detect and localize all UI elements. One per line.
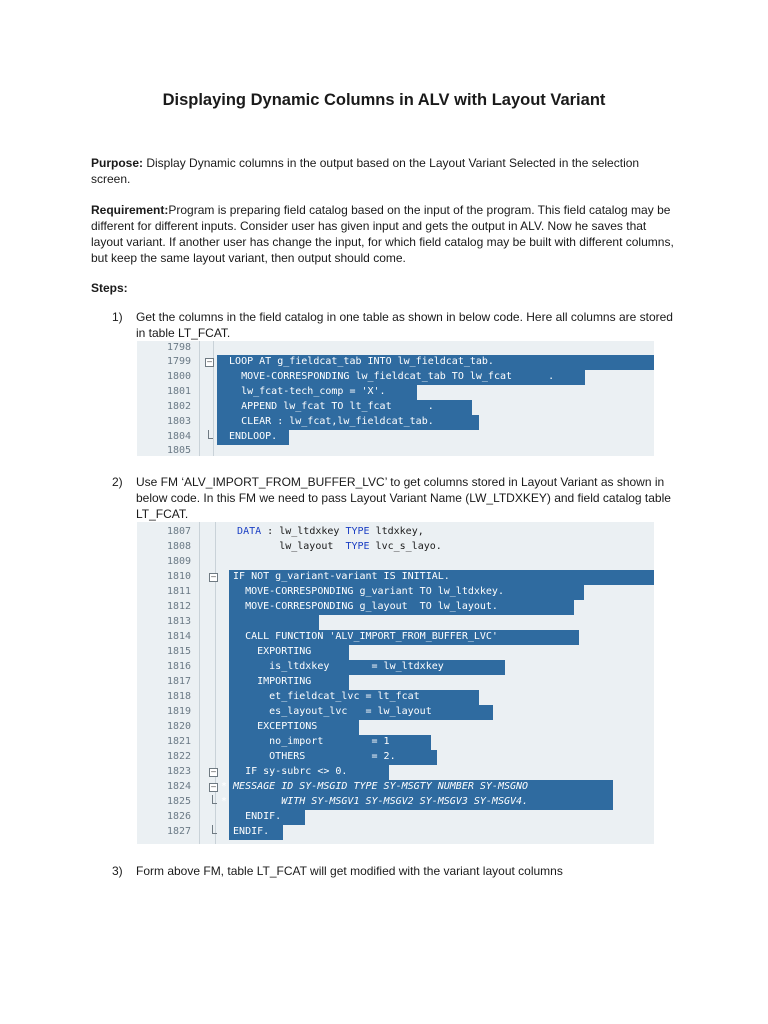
code-line xyxy=(137,570,654,585)
code-line xyxy=(137,430,654,445)
line-number: 1801 xyxy=(167,386,192,397)
line-number: 1814 xyxy=(167,631,192,642)
code-text: EXCEPTIONS xyxy=(221,721,318,732)
code-line xyxy=(137,750,654,765)
requirement-paragraph xyxy=(91,202,681,266)
code-text: DATA : lw_ltdxkey TYPE ltdxkey, xyxy=(219,526,424,537)
code-line xyxy=(137,540,654,555)
code-line xyxy=(137,385,654,400)
code-line xyxy=(137,765,654,780)
line-number: 1810 xyxy=(167,571,192,582)
code-text: MOVE-CORRESPONDING g_variant TO lw_ltdxkey. xyxy=(221,586,504,597)
fold-end-marker xyxy=(208,430,213,439)
step-number: 2) xyxy=(112,475,123,489)
code-line xyxy=(137,555,654,570)
code-block-1 xyxy=(137,341,654,456)
line-number: 1813 xyxy=(167,616,192,627)
requirement-label: Requirement: xyxy=(91,203,169,217)
line-number: 1808 xyxy=(167,541,192,552)
code-text: LOOP AT g_fieldcat_tab INTO lw_fieldcat_tab. xyxy=(217,356,494,367)
code-text: lw_fcat-tech_comp = 'X'. xyxy=(217,386,386,397)
line-number: 1799 xyxy=(167,356,192,367)
fold-end-marker xyxy=(212,825,217,834)
code-text: CALL FUNCTION 'ALV_IMPORT_FROM_BUFFER_LVC' xyxy=(221,631,498,642)
line-number: 1811 xyxy=(167,586,192,597)
code-line xyxy=(137,660,654,675)
code-line xyxy=(137,630,654,645)
line-number: 1803 xyxy=(167,416,192,427)
code-line xyxy=(137,735,654,750)
line-number: 1819 xyxy=(167,706,192,717)
code-line xyxy=(137,400,654,415)
code-line xyxy=(137,415,654,430)
line-number: 1824 xyxy=(167,781,192,792)
step-text: Use FM ‘ALV_IMPORT_FROM_BUFFER_LVC’ to get columns stored in Layout Variant as shown in below code. In this FM we need to pass Layout Variant Name (LW_LTDXKEY) and field catalog table LT_FCAT. xyxy=(136,475,671,521)
line-number: 1805 xyxy=(167,445,192,456)
code-text: ENDLOOP. xyxy=(217,431,278,442)
code-line xyxy=(137,795,654,810)
code-line xyxy=(137,825,654,840)
code-text: lw_layout TYPE lvc_s_layo. xyxy=(219,541,442,552)
code-block-2 xyxy=(137,522,654,844)
fold-toggle-icon[interactable] xyxy=(209,573,218,582)
line-number: 1818 xyxy=(167,691,192,702)
step-text: Get the columns in the field catalog in one table as shown in below code. Here all columns are stored in table LT_FCAT. xyxy=(136,310,673,340)
code-line xyxy=(137,645,654,660)
code-text: * MESSAGE ID SY-MSGID TYPE SY-MSGTY NUMBER SY-MSGNO xyxy=(221,781,529,792)
code-text: CLEAR : lw_fcat,lw_fieldcat_tab. xyxy=(217,416,434,427)
line-number: 1804 xyxy=(167,431,192,442)
code-text: OTHERS = 2. xyxy=(221,751,396,762)
line-number: 1816 xyxy=(167,661,192,672)
line-number: 1823 xyxy=(167,766,192,777)
code-line xyxy=(137,705,654,720)
fold-toggle-icon[interactable] xyxy=(209,783,218,792)
fold-toggle-icon[interactable] xyxy=(209,768,218,777)
fold-toggle-icon[interactable] xyxy=(205,358,214,367)
code-line xyxy=(137,810,654,825)
code-line xyxy=(137,720,654,735)
code-line xyxy=(137,370,654,385)
code-text: IMPORTING xyxy=(221,676,312,687)
code-line xyxy=(137,780,654,795)
line-number: 1822 xyxy=(167,751,192,762)
code-line xyxy=(137,355,654,370)
purpose-paragraph xyxy=(91,155,681,187)
code-text: IF NOT g_variant-variant IS INITIAL. xyxy=(221,571,450,582)
code-text: MOVE-CORRESPONDING g_layout TO lw_layout. xyxy=(221,601,498,612)
page-title: Displaying Dynamic Columns in ALV with Layout Variant xyxy=(162,91,606,109)
line-number: 1815 xyxy=(167,646,192,657)
line-number: 1809 xyxy=(167,556,192,567)
line-number: 1800 xyxy=(167,371,192,382)
code-text: et_fieldcat_lvc = lt_fcat xyxy=(221,691,420,702)
step-number: 3) xyxy=(112,864,123,878)
line-number: 1817 xyxy=(167,676,192,687)
line-number: 1825 xyxy=(167,796,192,807)
purpose-label: Purpose: xyxy=(91,156,144,170)
fold-end-marker xyxy=(212,795,217,804)
code-text: no_import = 1 xyxy=(221,736,390,747)
code-text: is_ltdxkey = lw_ltdxkey xyxy=(221,661,444,672)
selection-highlight xyxy=(229,615,319,630)
code-text: ENDIF. xyxy=(221,811,282,822)
code-line xyxy=(137,525,654,540)
code-line xyxy=(137,444,654,456)
purpose-text: Display Dynamic columns in the output based on the Layout Variant Selected in the selection screen. xyxy=(91,156,640,186)
step-text: Form above FM, table LT_FCAT will get modified with the variant layout columns xyxy=(136,864,563,878)
code-text: APPEND lw_fcat TO lt_fcat . xyxy=(217,401,434,412)
steps-heading: Steps: xyxy=(91,281,128,295)
code-line xyxy=(137,690,654,705)
code-text: IF sy-subrc <> 0. xyxy=(221,766,348,777)
code-text: * WITH SY-MSGV1 SY-MSGV2 SY-MSGV3 SY-MSGV4. xyxy=(221,796,529,807)
code-text: ENDIF. xyxy=(221,826,270,837)
line-number: 1812 xyxy=(167,601,192,612)
line-number: 1826 xyxy=(167,811,192,822)
line-number: 1827 xyxy=(167,826,192,837)
line-number: 1802 xyxy=(167,401,192,412)
code-line xyxy=(137,585,654,600)
code-text: EXPORTING xyxy=(221,646,312,657)
code-line xyxy=(137,675,654,690)
line-number: 1798 xyxy=(167,342,192,353)
code-line xyxy=(137,341,654,356)
step-number: 1) xyxy=(112,310,123,324)
code-line xyxy=(137,600,654,615)
code-line xyxy=(137,615,654,630)
code-text: es_layout_lvc = lw_layout xyxy=(221,706,432,717)
line-number: 1820 xyxy=(167,721,192,732)
requirement-text: Program is preparing field catalog based on the input of the program. This field catalog may be different for different inputs. Consider user has given input and gets the output in ALV. Now he saves that layout variant. If another user has change the input, for which field catalog may be built with different columns, but keep the same layout variant, then output should come. xyxy=(91,203,674,265)
code-text: MOVE-CORRESPONDING lw_fieldcat_tab TO lw_fcat . xyxy=(217,371,555,382)
line-number: 1807 xyxy=(167,526,192,537)
line-number: 1821 xyxy=(167,736,192,747)
